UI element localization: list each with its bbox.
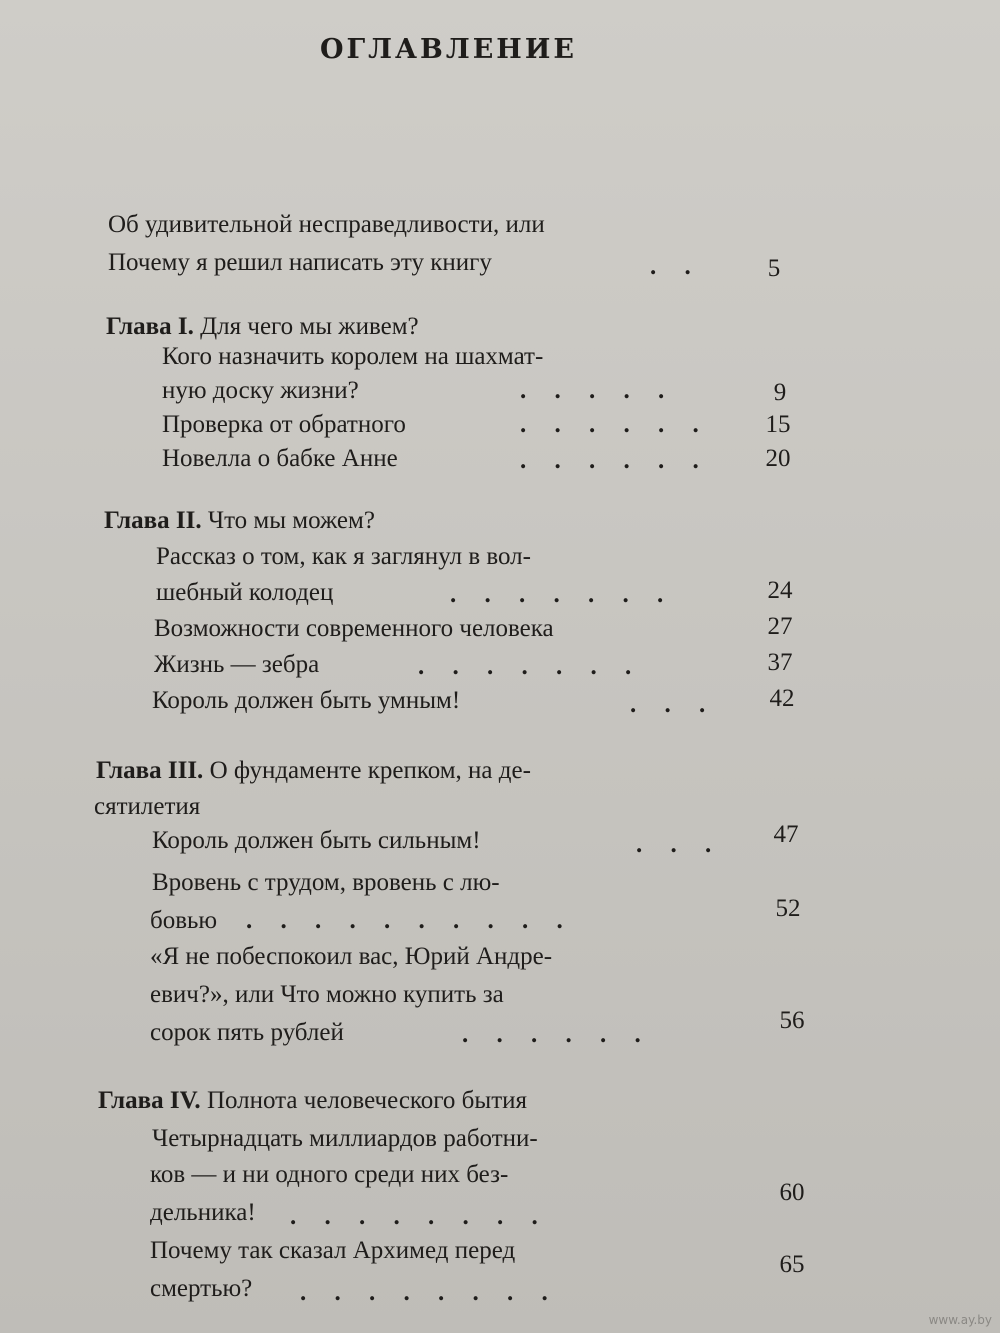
watermark: www.ay.by bbox=[928, 1313, 992, 1327]
toc-leader-dots: . . . . . . . bbox=[450, 581, 675, 608]
toc-page-number: 5 bbox=[767, 255, 781, 282]
chapter-heading bbox=[98, 1086, 527, 1116]
toc-intro-line2: Почему я решил написать эту книгу bbox=[108, 249, 492, 276]
chapter-title: Полнота человеческого бытия bbox=[206, 1087, 528, 1114]
toc-item-line: бовью bbox=[150, 907, 218, 934]
toc-page-number: 60 bbox=[779, 1179, 805, 1206]
chapter-heading bbox=[106, 312, 419, 342]
toc-page-number: 37 bbox=[767, 649, 793, 676]
toc-leader-dots: . . . . . . . . bbox=[300, 1279, 559, 1306]
toc-item-line: Возможности современного человека bbox=[154, 615, 554, 642]
chapter-title: Для чего мы живем? bbox=[200, 313, 419, 340]
chapter-label: Глава III. bbox=[96, 757, 204, 784]
chapter-title: О фундаменте крепком, на де- bbox=[209, 757, 531, 784]
toc-item-line: Король должен быть умным! bbox=[152, 687, 461, 714]
toc-page-number: 9 bbox=[773, 379, 787, 406]
toc-item-line: евич?», или Что можно купить за bbox=[150, 981, 504, 1008]
toc-item-line: Вровень с трудом, вровень с лю- bbox=[152, 869, 500, 896]
toc-item-line: смертью? bbox=[150, 1275, 253, 1302]
toc-item-line: ков — и ни одного среди них без- bbox=[150, 1161, 509, 1188]
toc-item-line: Четырнадцать миллиардов работни- bbox=[152, 1125, 538, 1152]
toc-item-line: Новелла о бабке Анне bbox=[162, 445, 398, 472]
toc-page-number: 52 bbox=[775, 895, 801, 922]
toc-leader-dots: . . . . . . . . bbox=[290, 1203, 549, 1230]
toc-item-line: Кого назначить королем на шахмат- bbox=[162, 343, 544, 370]
toc-intro-line1: Об удивительной несправедливости, или bbox=[108, 211, 545, 238]
toc-leader-dots: . . . . . . . bbox=[418, 653, 643, 680]
toc-leader-dots: . . bbox=[650, 253, 702, 280]
chapter-title: Что мы можем? bbox=[207, 507, 375, 534]
toc-page-number: 15 bbox=[765, 411, 791, 438]
toc-leader-dots: . . . . . . . . . . bbox=[246, 907, 574, 934]
toc-page-number: 56 bbox=[779, 1007, 805, 1034]
toc-leader-dots: . . . . . . bbox=[462, 1021, 652, 1048]
toc-leader-dots: . . . bbox=[630, 691, 717, 718]
chapter-label: Глава IV. bbox=[98, 1087, 201, 1114]
toc-item-line: дельника! bbox=[150, 1199, 256, 1226]
toc-item-line: Проверка от обратного bbox=[162, 411, 406, 438]
toc-leader-dots: . . . . . bbox=[520, 377, 676, 404]
toc-leader-dots: . . . bbox=[636, 831, 723, 858]
toc-item-line: «Я не побеспокоил вас, Юрий Андре- bbox=[150, 943, 553, 970]
toc-page-number: 20 bbox=[765, 445, 791, 472]
toc-page-number: 47 bbox=[773, 821, 799, 848]
toc-leader-dots: . . . . . . bbox=[520, 447, 710, 474]
toc-item-line: шебный колодец bbox=[156, 579, 334, 606]
toc-page-number: 42 bbox=[769, 685, 795, 712]
chapter-heading bbox=[96, 756, 531, 786]
toc-item-line: сорок пять рублей bbox=[150, 1019, 344, 1046]
page-title: ОГЛАВЛЕНИЕ bbox=[320, 34, 577, 65]
toc-page-number: 24 bbox=[767, 577, 793, 604]
toc-item-line: Почему так сказал Архимед перед bbox=[150, 1237, 516, 1264]
chapter-title-continuation: сятилетия bbox=[94, 793, 201, 820]
chapter-label: Глава II. bbox=[104, 507, 202, 534]
toc-item-line: ную доску жизни? bbox=[162, 377, 359, 404]
toc-page-number: 65 bbox=[779, 1251, 805, 1278]
toc-leader-dots: . . . . . . bbox=[520, 411, 710, 438]
toc-item-line: Рассказ о том, как я заглянул в вол- bbox=[156, 543, 531, 570]
chapter-label: Глава I. bbox=[106, 313, 194, 340]
toc-item-line: Король должен быть сильным! bbox=[152, 827, 481, 854]
toc-item-line: Жизнь — зебра bbox=[154, 651, 320, 678]
toc-page-number: 27 bbox=[767, 613, 793, 640]
chapter-heading bbox=[104, 506, 375, 536]
